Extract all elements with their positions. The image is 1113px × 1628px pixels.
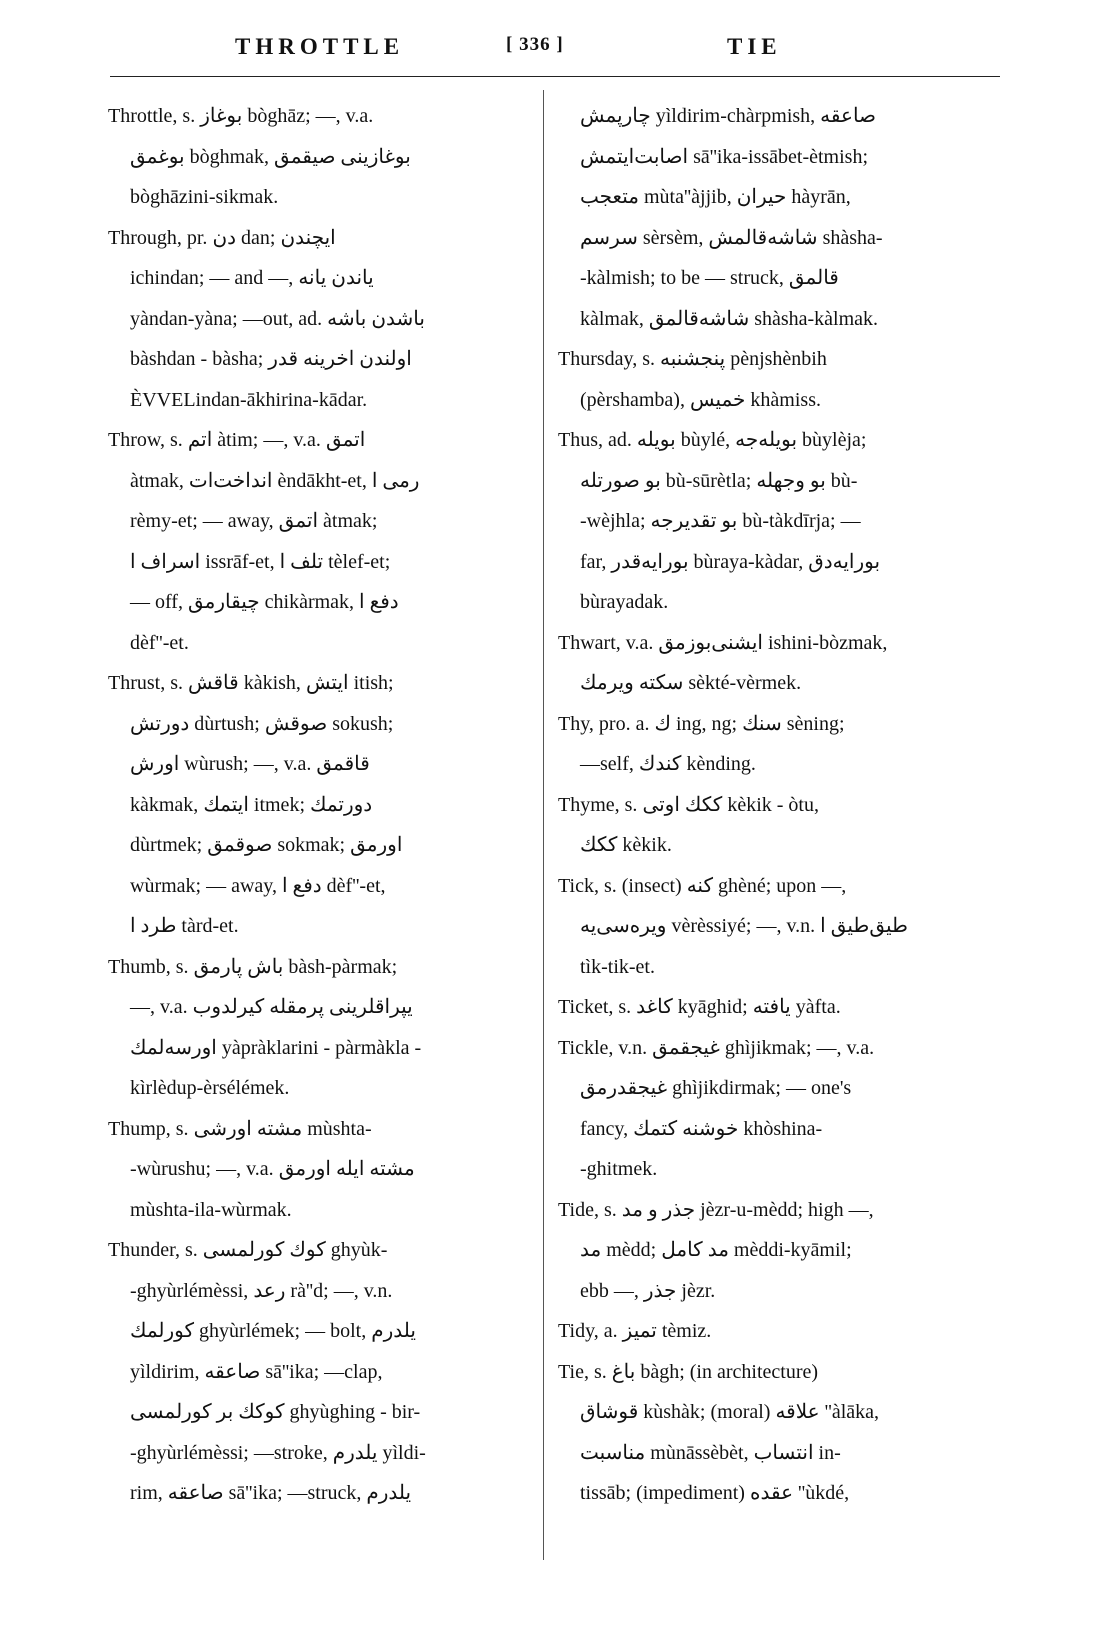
entry-line: -wùrushu; —, v.a. مشته ایله اورمق <box>130 1158 415 1180</box>
entry-line: Thumb, s. باش پارمق bàsh-pàrmak; <box>108 955 398 978</box>
entry-line: -kàlmish; to be — struck, قالمق <box>580 267 839 289</box>
entry-line: قوشاق kùshàk; (moral) علاقه ''àlāka, <box>580 1401 880 1423</box>
entry-line: Thunder, s. کوك کورلمسی ghyùk- <box>108 1239 388 1261</box>
entry-line: — off, چیقارمق chikàrmak, دفع ا <box>130 591 399 613</box>
entry-line: dèf''-et. <box>130 631 189 654</box>
entry-line: کوکك بر کورلمسی ghyùghing - bir- <box>130 1401 421 1423</box>
entry-line: کورلمك ghyùrlémek; — bolt, یلدرم <box>130 1320 416 1342</box>
entry-line: bòghāzini-sikmak. <box>130 186 279 208</box>
entry-line: mùshta-ila-wùrmak. <box>130 1198 292 1221</box>
entry-line: Through, pr. دن dan; ایچندن <box>108 226 336 249</box>
entry-line: اورسه‌لمك yàpràklarini - pàrmàkla - <box>130 1036 422 1059</box>
entry-line: Thwart, v.a. ایشنی‌بوزمق ishini-bòzmak, <box>558 631 888 654</box>
entry-line: متعجب mùta''àjjib, حیران hàyrān, <box>580 186 851 208</box>
entry-line: fancy, خوشنه کتمك khòshina- <box>580 1117 823 1140</box>
left-column <box>108 96 528 1514</box>
entry-line: سرسم sèrsèm, شاشه‌قالمش shàsha- <box>580 226 883 249</box>
entry-line: yàndan-yàna; —out, ad. باشدن باشه <box>130 307 425 330</box>
entry-line: kìrlèdup-èrsélémek. <box>130 1077 290 1099</box>
entry-line: Thy, pro. a. ك ing, ng; سنك sèning; <box>558 712 845 735</box>
entry-line: ichindan; — and —, یاندن یانه <box>130 267 374 289</box>
entry-line: àtmak, انداخت‌ات èndākht-et, رمی ا <box>130 469 420 492</box>
column-divider <box>543 90 544 1560</box>
entry-line: ebb —, جذر jèzr. <box>580 1279 716 1302</box>
entry-line: Thump, s. مشته اورشی mùshta- <box>108 1117 372 1140</box>
entry-line: Throw, s. اتم àtim; —, v.a. اتمق <box>108 429 366 451</box>
entry-line: بو صورتله bù-sūrètla; بو وجهله bù- <box>580 469 858 492</box>
header-rule <box>110 76 1000 77</box>
entry-line: دورتش dùrtush; صوقش sokush; <box>130 712 394 735</box>
entry-line: Thyme, s. ککك اوتی kèkik - òtu, <box>558 793 819 816</box>
entry-line: ÈVVELindan-ākhirina-kādar. <box>130 388 368 411</box>
entry-line: Thrust, s. قاقش kàkish, ایتش itish; <box>108 672 394 694</box>
entry-line: tissāb; (impediment) عقده ''ùkdé, <box>580 1482 850 1504</box>
entry-line: Thursday, s. پنجشنبه pènjshènbih <box>558 348 827 370</box>
header-left-guide-word: THROTTLE <box>235 34 405 59</box>
entry-line: سکته ویرمك sèkté-vèrmek. <box>580 672 802 694</box>
entry-line: ککك kèkik. <box>580 834 672 856</box>
entry-line: rim, صاعقه sā''ika; —struck, یلدرم <box>130 1482 412 1504</box>
entry-line: -ghyùrlémèssi, رعد rà''d; —, v.n. <box>130 1279 393 1302</box>
entry-line: -ghitmek. <box>580 1158 658 1180</box>
entry-line: غیجقدرمق ghìjikdirmak; — one's <box>580 1077 852 1099</box>
entry-line: —self, کندك kènding. <box>580 753 756 775</box>
entry-line: Tide, s. جذر و مد jèzr-u-mèdd; high —, <box>558 1198 874 1221</box>
entry-line: Ticket, s. کاغد kyāghid; یافته yàfta. <box>558 996 841 1018</box>
entry-line: wùrmak; — away, دفع ا dèf''-et, <box>130 874 386 897</box>
entry-line: (pèrshamba), خمیس khàmiss. <box>580 388 821 411</box>
entry-line: مناسبت mùnāssèbèt, انتساب in- <box>580 1441 841 1464</box>
entry-line: Thus, ad. بویله bùylé, بویله‌جه bùylèja; <box>558 429 867 451</box>
entry-line: bùrayadak. <box>580 591 669 613</box>
entry-line: ویره‌سی‌یه vèrèssiyé; —, v.n. طیق‌طیق ا <box>580 915 908 937</box>
entry-line: طرد ا tàrd-et. <box>130 915 239 937</box>
right-column <box>558 96 998 1514</box>
entry-line: -wèjhla; بو تقدیرجه bù-tàkdīrja; — <box>580 510 861 532</box>
entry-line: far, بورایه‌قدر bùraya-kàdar, بورایه‌دق <box>580 550 881 573</box>
entry-line: —, v.a. یپراقلرینی پرمقله کیرلدوب <box>130 996 413 1018</box>
entry-line: bàshdan - bàsha; اولندن اخرینه قدر <box>130 348 412 370</box>
entry-line: Tick, s. (insect) کنه ghèné; upon —, <box>558 874 847 897</box>
entry-line: Tickle, v.n. غیجقمق ghìjikmak; —, v.a. <box>558 1036 875 1059</box>
entry-line: rèmy-et; — away, اتمق àtmak; <box>130 510 378 532</box>
header-right-guide-word: TIE <box>727 34 782 59</box>
entry-line: tìk-tik-et. <box>580 955 655 978</box>
entry-line: اسراف ا issrāf-et, تلف ا tèlef-et; <box>130 550 391 573</box>
entry-line: Throttle, s. بوغاز bòghāz; —, v.a. <box>108 105 374 127</box>
entry-line: چارپمش yìldirim-chàrpmish, صاعقه <box>580 105 877 127</box>
entry-line: مد mèdd; مد کامل mèddi-kyāmil; <box>580 1239 852 1261</box>
page-number: [ 336 ] <box>506 34 564 55</box>
entry-line: اصابت‌ایتمش sā''ika-issābet-ètmish; <box>580 145 869 168</box>
entry-line: yìldirim, صاعقه sā''ika; —clap, <box>130 1360 383 1383</box>
entry-line: -ghyùrlémèssi; —stroke, یلدرم yìldi- <box>130 1441 426 1464</box>
entry-line: kàkmak, ایتمك itmek; دورتمك <box>130 793 373 816</box>
entry-line: Tie, s. باغ bàgh; (in architecture) <box>558 1360 819 1383</box>
entry-line: kàlmak, شاشه‌قالمق shàsha-kàlmak. <box>580 307 879 330</box>
entry-line: dùrtmek; صوقمق sokmak; اورمق <box>130 834 403 856</box>
page-header <box>110 34 1000 68</box>
entry-line: Tidy, a. تمیز tèmiz. <box>558 1320 712 1342</box>
entry-line: بوغمق bòghmak, بوغازینی صیقمق <box>130 145 411 168</box>
entry-line: اورش wùrush; —, v.a. قاقمق <box>130 753 370 775</box>
